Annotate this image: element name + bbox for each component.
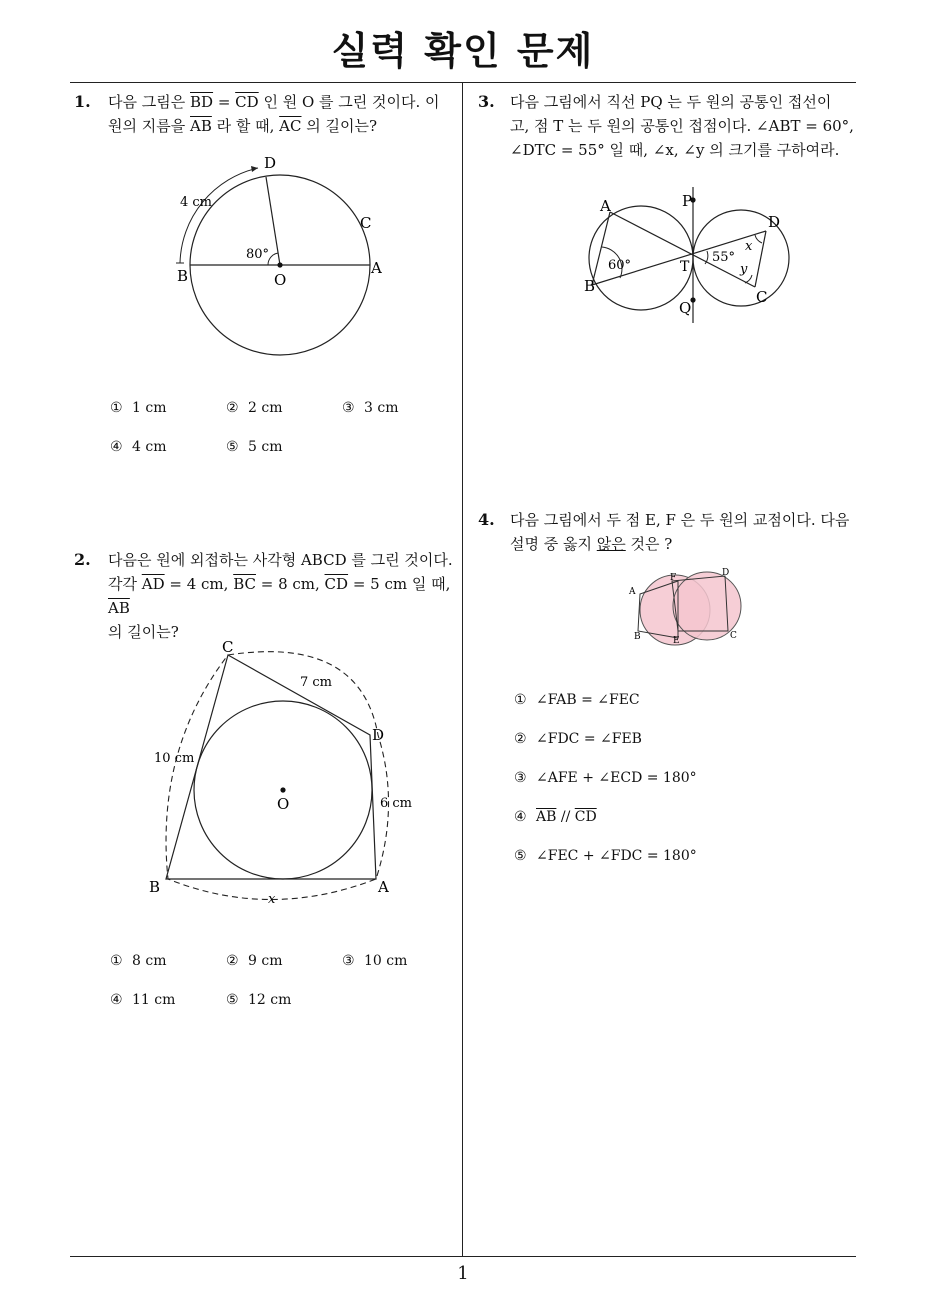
q1-label-o: O [274, 271, 287, 289]
q2-label-a: A [378, 878, 389, 896]
q1-option-3[interactable]: ③ 3 cm [342, 400, 399, 416]
q4-option-4[interactable]: ④ $\overline{AB} // \overline{CD}$ [514, 809, 597, 825]
q3-text: 다음 그림에서 직선 PQ 는 두 원의 공통인 접선이 고, 점 T 는 두 원의 공통인 접점이다. ∠ABT = 60°, ∠DTC = 55° 일 때, ∠x, ∠y 의 크기를 구하여라. [510, 93, 854, 159]
q3-angle-x-arc [755, 235, 762, 243]
q4-option-5[interactable]: ⑤ ∠FEC + ∠FDC = 180° [514, 848, 697, 864]
q2-number: 2. [74, 550, 91, 569]
underlined-not: 않은 [596, 535, 626, 553]
q3-label-x: x [745, 239, 753, 254]
q2-text: 다음은 원에 외접하는 사각형 ABCD 를 그린 것이다. 각각 $\overline{AD} = 4$ cm, $\overline{BC} = 8$ cm, $\overline{CD} = 5$ cm 일 때, $\overline{AB}$ 의 길이는? [108, 551, 453, 641]
q1-option-1[interactable]: ① 1 cm [110, 400, 167, 416]
q1-center-dot [277, 262, 282, 267]
arc-cd: $\overline{CD}$ [235, 93, 259, 111]
q1-figure [160, 150, 400, 360]
q1-option-2[interactable]: ② 2 cm [226, 400, 283, 416]
q2-label-c: C [222, 638, 234, 656]
q4-option-1[interactable]: ① ∠FAB = ∠FEC [514, 692, 640, 708]
q2-label-b: B [149, 878, 161, 896]
q4-label-b: B [634, 632, 641, 642]
q1-text: 다음 그림은 $\overline{BD} = \overline{CD}$ 인 원 O 를 그린 것이다. 이 원의 지름을 $\overline{AB}$ 라 할 때, $\overline{AC}$ 의 길이는? [108, 93, 440, 135]
q4-right-circle [673, 572, 741, 640]
q1-length-label: 4 cm [180, 195, 213, 210]
q1-number: 1. [74, 92, 91, 111]
q3-label-y: y [740, 262, 748, 277]
q4-label-c: C [730, 631, 737, 641]
q2-option-1[interactable]: ① 8 cm [110, 953, 167, 969]
q3-label-d: D [768, 213, 781, 231]
q2-label-x: x [268, 892, 276, 907]
q1-angle-label: 80° [246, 247, 270, 262]
bottom-rule [70, 1256, 856, 1257]
q2-label-10cm: 10 cm [154, 751, 195, 766]
top-rule [70, 82, 856, 83]
page-title: 실력 확인 문제 [331, 29, 595, 73]
arc-ac: $\overline{AC}$ [279, 117, 302, 135]
q3-label-55: 55° [712, 250, 736, 265]
q4-option-2[interactable]: ② ∠FDC = ∠FEB [514, 731, 642, 747]
q2-option-4[interactable]: ④ 11 cm [110, 992, 176, 1008]
q4-label-e: E [673, 636, 680, 646]
q1-option-4[interactable]: ④ 4 cm [110, 439, 167, 455]
segment-ad: $\overline{AD}$ [141, 575, 165, 593]
page-number: 1 [457, 1263, 469, 1284]
q2-figure [140, 630, 440, 915]
q3-number: 3. [478, 92, 495, 111]
q1-option-5[interactable]: ⑤ 5 cm [226, 439, 283, 455]
q2-dashed-outline [166, 652, 388, 900]
q4-label-a: A [629, 587, 636, 597]
q3-label-60: 60° [608, 258, 632, 273]
segment-bc: $\overline{BC}$ [233, 575, 256, 593]
q3-label-c: C [756, 288, 768, 306]
q3-label-b: B [584, 277, 596, 295]
q2-option-5[interactable]: ⑤ 12 cm [226, 992, 292, 1008]
q4-option-3[interactable]: ③ ∠AFE + ∠ECD = 180° [514, 770, 697, 786]
q2-option-2[interactable]: ② 9 cm [226, 953, 283, 969]
q2-label-6cm: 6 cm [380, 796, 413, 811]
q1-label-d: D [264, 154, 277, 172]
q1-label-b: B [177, 267, 189, 285]
segment-ab: $\overline{AB}$ [108, 599, 130, 617]
q1-label-a: A [371, 259, 382, 277]
arc-bd: $\overline{BD}$ [190, 93, 214, 111]
q2-label-o: O [277, 795, 290, 813]
segment-ab: $\overline{AB}$ [190, 117, 212, 135]
q4-label-f: F [670, 573, 677, 583]
q2-option-3[interactable]: ③ 10 cm [342, 953, 408, 969]
q3-label-t: T [680, 259, 690, 275]
q4-number: 4. [478, 510, 495, 529]
q3-label-p: P [682, 192, 693, 210]
q1-angle-arc [268, 253, 278, 265]
column-divider [462, 82, 463, 1256]
q3-label-a: A [600, 197, 611, 215]
q2-label-7cm: 7 cm [300, 675, 333, 690]
q3-figure [580, 185, 790, 325]
segment-cd: $\overline{CD}$ [324, 575, 349, 593]
q2-center-dot [280, 787, 285, 792]
q4-text: 다음 그림에서 두 점 E, F 은 두 원의 교점이다. 다음 설명 중 옳지 않은 것은 ? [510, 511, 850, 553]
q3-label-q: Q [679, 299, 692, 317]
q4-figure [620, 565, 750, 650]
q1-arrow-head-top [251, 166, 258, 172]
q2-label-d: D [372, 726, 385, 744]
q1-label-c: C [360, 214, 372, 232]
q4-label-d: D [722, 568, 730, 578]
